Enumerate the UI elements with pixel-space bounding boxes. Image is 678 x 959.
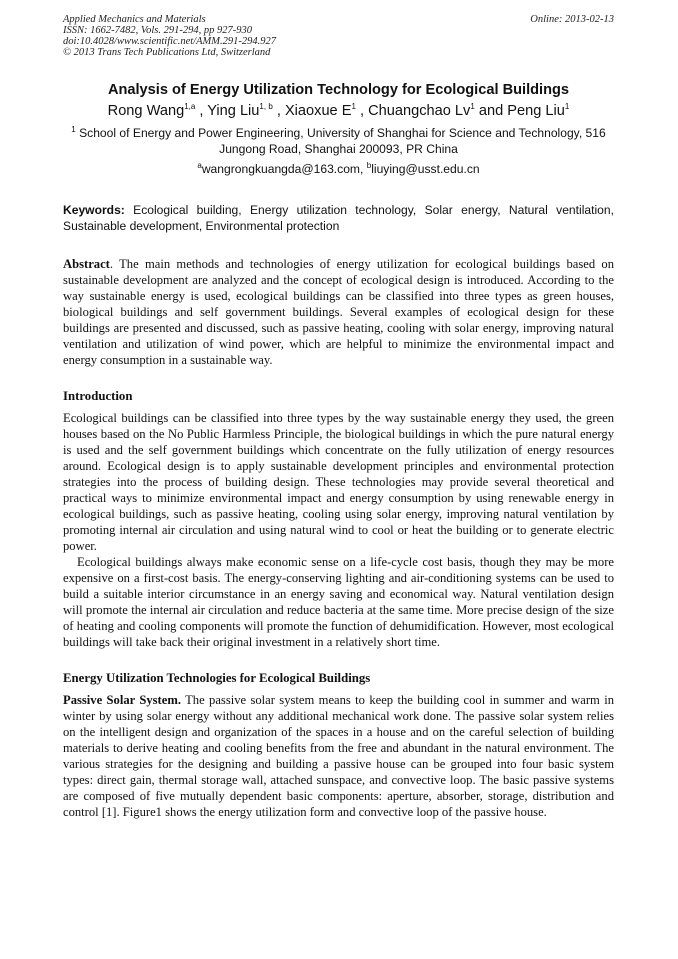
keywords-label: Keywords: — [63, 203, 125, 217]
section-heading-energy-utilization: Energy Utilization Technologies for Ecological Buildings — [63, 671, 371, 685]
passive-solar-label: Passive Solar System. — [63, 693, 181, 707]
introduction-paragraph: Ecological buildings can be classified into three types by the way sustainable energy they used, the green houses based on the No Public Harmless Principle, the biological buildings in which the pure natural energy is used and the self government buildings which concentrate on the fully utilization of energy resources around. Ecological design is to apply sustainable development principles and environmental protection strategies into the process of building design. These technologies may provide several theoretical and practical ways to minimize environmental impact and energy consumption by using renewable energy in ecological buildings, such as passive heating, cooling using solar energy, improving natural ventilation by promoting internal air circulation and using natural wind to cool or heat the building or to generate electric power. — [63, 411, 614, 553]
paper-page — [63, 14, 614, 820]
keywords-text: Ecological building, Energy utilization technology, Solar energy, Natural ventilation, Sustainable development, Environmental protection — [63, 203, 614, 233]
email-address[interactable]: liuying@usst.edu.cn — [371, 162, 480, 176]
author-name: Chuangchao Lv — [368, 103, 471, 119]
affiliation — [63, 125, 614, 157]
author-name: Rong Wang — [107, 103, 185, 119]
keywords — [63, 202, 614, 234]
online-date: Online: 2013-02-13 — [530, 14, 614, 25]
section-heading-introduction: Introduction — [63, 389, 133, 403]
issn-line: ISSN: 1662-7482, Vols. 291-294, pp 927-930 — [63, 25, 252, 36]
passive-solar-paragraph — [63, 692, 614, 820]
author-emails — [63, 162, 614, 176]
author-separator: and — [474, 103, 508, 119]
paper-title: Analysis of Energy Utilization Technology for Ecological Buildings — [107, 82, 570, 98]
affiliation-mark: 1 — [71, 124, 76, 134]
author-affiliation-mark: 1,a — [184, 102, 196, 112]
abstract — [63, 256, 614, 368]
journal-name: Applied Mechanics and Materials — [63, 14, 206, 25]
author-affiliation-mark: 1, b — [259, 102, 273, 112]
abstract-label: Abstract — [63, 257, 110, 271]
author-name: Ying Liu — [207, 103, 260, 119]
author-separator: , — [195, 103, 208, 119]
email-separator: , — [360, 162, 367, 176]
copyright-line: © 2013 Trans Tech Publications Ltd, Switzerland — [63, 47, 271, 58]
author-affiliation-mark: 1 — [564, 102, 570, 112]
author-separator: , — [355, 103, 369, 119]
introduction-paragraph: Ecological buildings always make economic sense on a life-cycle cost basis, though they may be more expensive on a first-cost basis. The energy-conserving lighting and air-conditioning systems can be used to build a suitable interior circumstance in an energy saving and economical way. Natural ventilation design will promote the internal air circulation and reduce bacteria at the same time. More precise design of the size of heating and cooling components will promote the function of dehumidification. However, most ecological buildings will take back their original investment in a relatively short time. — [63, 555, 614, 649]
author-name: Xiaoxue E — [284, 103, 352, 119]
email-mark: b — [366, 160, 372, 170]
doi-line: doi:10.4028/www.scientific.net/AMM.291-294.927 — [63, 36, 276, 47]
affiliation-text: School of Energy and Power Engineering, University of Shanghai for Science and Technology, 516 Jungong Road, Shanghai 200093, PR China — [79, 126, 606, 156]
journal-header — [63, 14, 614, 58]
email-address[interactable]: wangrongkuangda@163.com — [201, 162, 361, 176]
author-list — [63, 103, 614, 119]
passive-solar-text: The passive solar system means to keep the building cool in summer and warm in winter by using solar energy without any additional mechanical work done. The passive solar system relies on the intelligent design and organization of the spaces in a house and on the careful selection of building materials to derive heating and cooling benefits from the free and abundant in the natural environment. The various strategies for the designing and building a passive house can be grouped into four basic system types: direct gain, thermal storage wall, attached sunspace, and convective loop. The basic passive systems are composed of five mutually dependent basic components: aperture, absorber, storage, distribution and control [1]. Figure1 shows the energy utilization form and convective loop of the passive house. — [63, 693, 615, 819]
author-separator: , — [272, 103, 285, 119]
author-name: Peng Liu — [507, 103, 565, 119]
email-mark: a — [197, 160, 202, 170]
abstract-text: . The main methods and technologies of energy utilization for ecological buildings based on sustainable development are analyzed and the concept of ecological design is introduced. According to the way sustainable energy is used, ecological buildings can be classified into three types as green houses, biological buildings and self government buildings. Several examples of ecological design for these buildings are presented and discussed, such as passive heating, cooling with solar energy, improving natural ventilation and utilization of wind power, which are helpful to minimize the environmental impact and energy consumption in a sustainable way. — [63, 257, 614, 367]
author-affiliation-mark: 1 — [470, 102, 475, 112]
author-affiliation-mark: 1 — [351, 102, 356, 112]
